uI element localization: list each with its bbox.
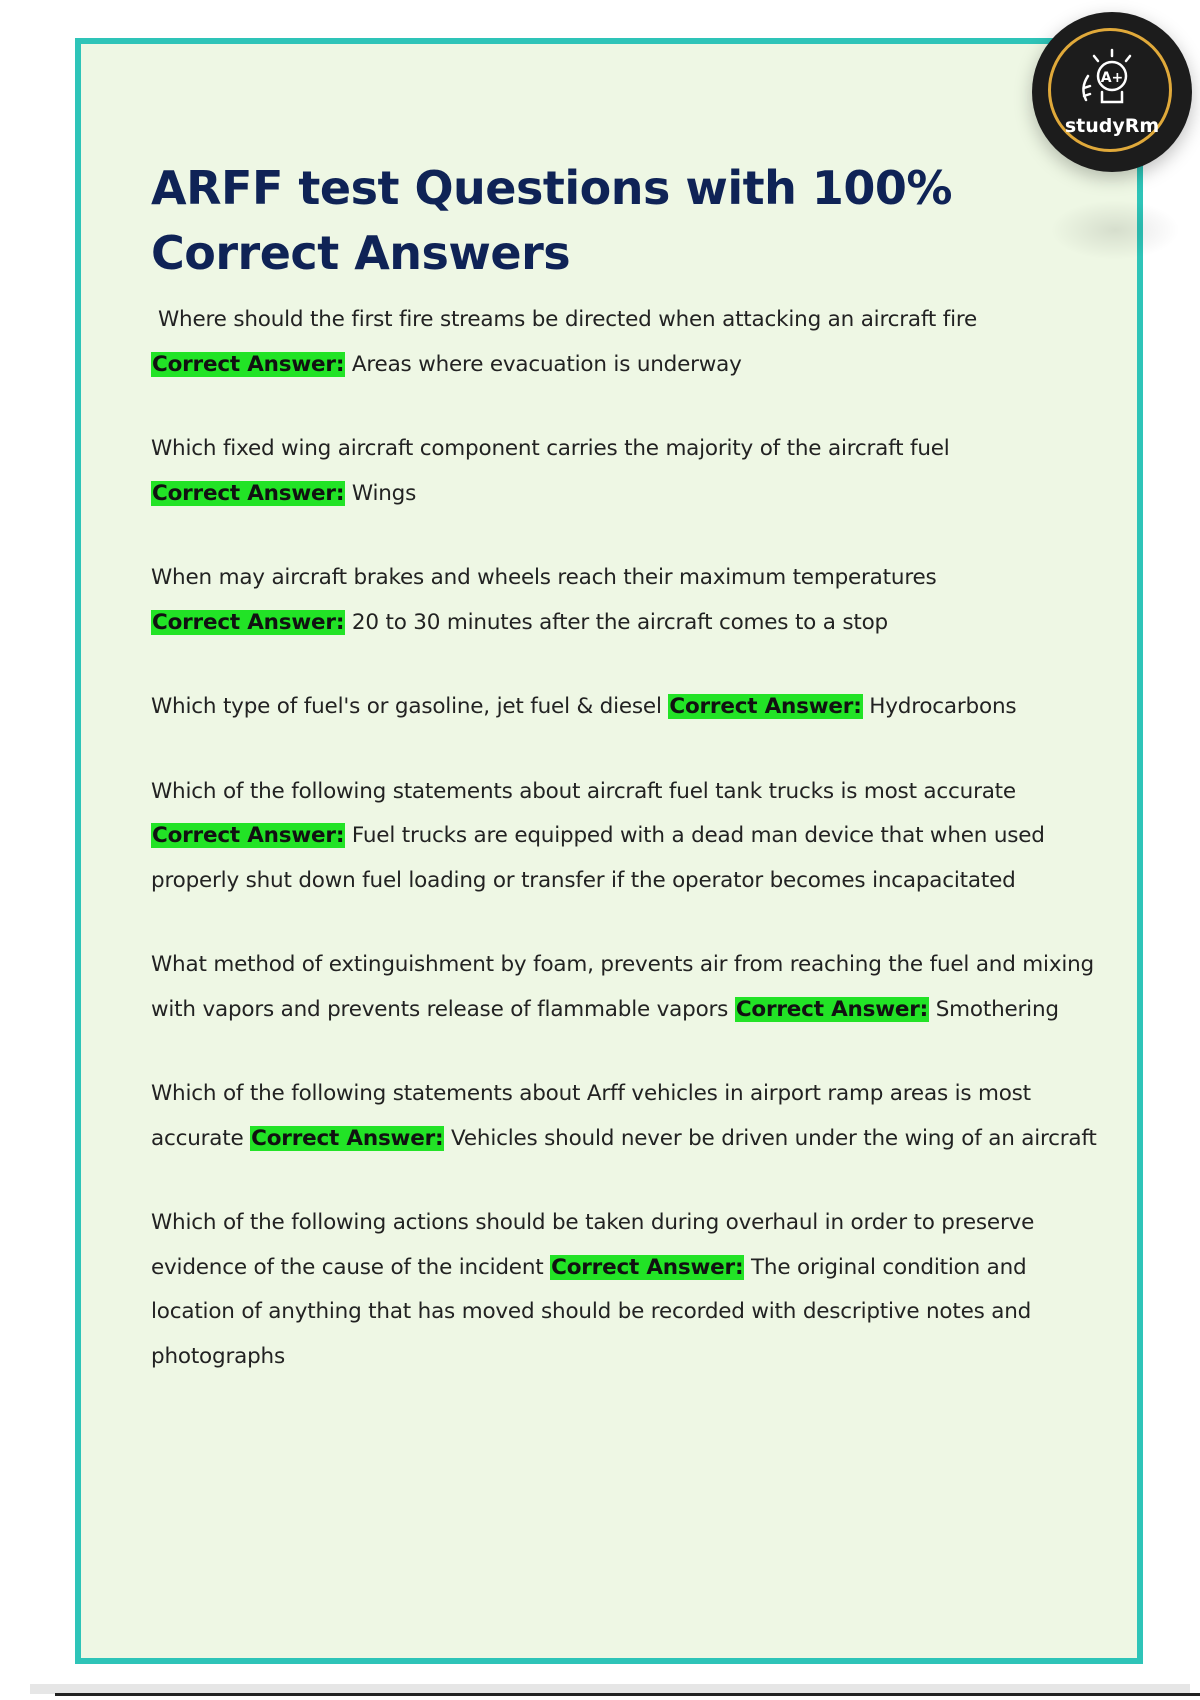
question-text: What method of extinguishment by foam, prevents air from reaching the fuel and mixing with vapors and prevents release of flammable vapors <box>151 952 1094 1022</box>
question-text: Which fixed wing aircraft component carries the majority of the aircraft fuel <box>151 436 950 461</box>
page-divider <box>55 1693 1200 1696</box>
qa-list <box>151 298 1101 1379</box>
correct-answer-label: Correct Answer: <box>152 480 345 506</box>
answer-text: Areas where evacuation is underway <box>351 351 742 377</box>
page-shadow <box>1050 200 1180 260</box>
qa-item <box>151 427 1101 516</box>
brand-name: studyRm <box>1064 115 1160 137</box>
correct-answer-label: Correct Answer: <box>735 996 929 1022</box>
lightbulb-grade-icon <box>1072 48 1152 114</box>
document-page <box>75 38 1143 1664</box>
question-text: Which type of fuel's or gasoline, jet fuel & diesel <box>151 694 662 719</box>
qa-item <box>151 298 1101 387</box>
correct-answer-label: Correct Answer: <box>152 351 345 377</box>
answer-text: Smothering <box>935 996 1059 1022</box>
question-text: Which of the following statements about aircraft fuel tank trucks is most accurate <box>151 778 1016 804</box>
question-text: When may aircraft brakes and wheels reach their maximum temperatures <box>151 565 937 590</box>
qa-item <box>151 943 1101 1032</box>
correct-answer-label: Correct Answer: <box>152 823 345 848</box>
answer-text: Fuel trucks are equipped with a dead man device that when used properly shut down fuel loading or transfer if the operator becomes incapacitated <box>151 823 1045 893</box>
answer-text: The original condition and location of anything that has moved should be recorded with descriptive notes and photographs <box>151 1254 1032 1369</box>
answer-text: Hydrocarbons <box>869 694 1017 719</box>
correct-answer-label: Correct Answer: <box>551 1254 744 1280</box>
qa-item <box>151 1201 1101 1379</box>
document-title: ARFF test Questions with 100% Correct Answers <box>151 161 953 280</box>
grade-text: A+ <box>1100 70 1124 86</box>
document-content <box>151 156 1101 1419</box>
question-text: Which of the following actions should be taken during overhaul in order to preserve evidence of the cause of the incident <box>151 1210 1035 1280</box>
qa-item <box>151 1072 1101 1161</box>
qa-item <box>151 770 1101 904</box>
correct-answer-label: Correct Answer: <box>152 609 345 635</box>
qa-item <box>151 556 1101 645</box>
question-text: Where should the first fire streams be directed when attacking an aircraft fire <box>158 307 978 332</box>
qa-item <box>151 685 1101 730</box>
correct-answer-label: Correct Answer: <box>251 1125 444 1151</box>
correct-answer-label: Correct Answer: <box>669 694 862 719</box>
question-text: Which of the following statements about Arff vehicles in airport ramp areas is most accurate <box>151 1081 1031 1151</box>
answer-text: Vehicles should never be driven under the wing of an aircraft <box>451 1125 1097 1151</box>
answer-text: Wings <box>351 480 417 506</box>
answer-text: 20 to 30 minutes after the aircraft comes to a stop <box>351 609 889 635</box>
studyrm-logo <box>1032 12 1192 172</box>
